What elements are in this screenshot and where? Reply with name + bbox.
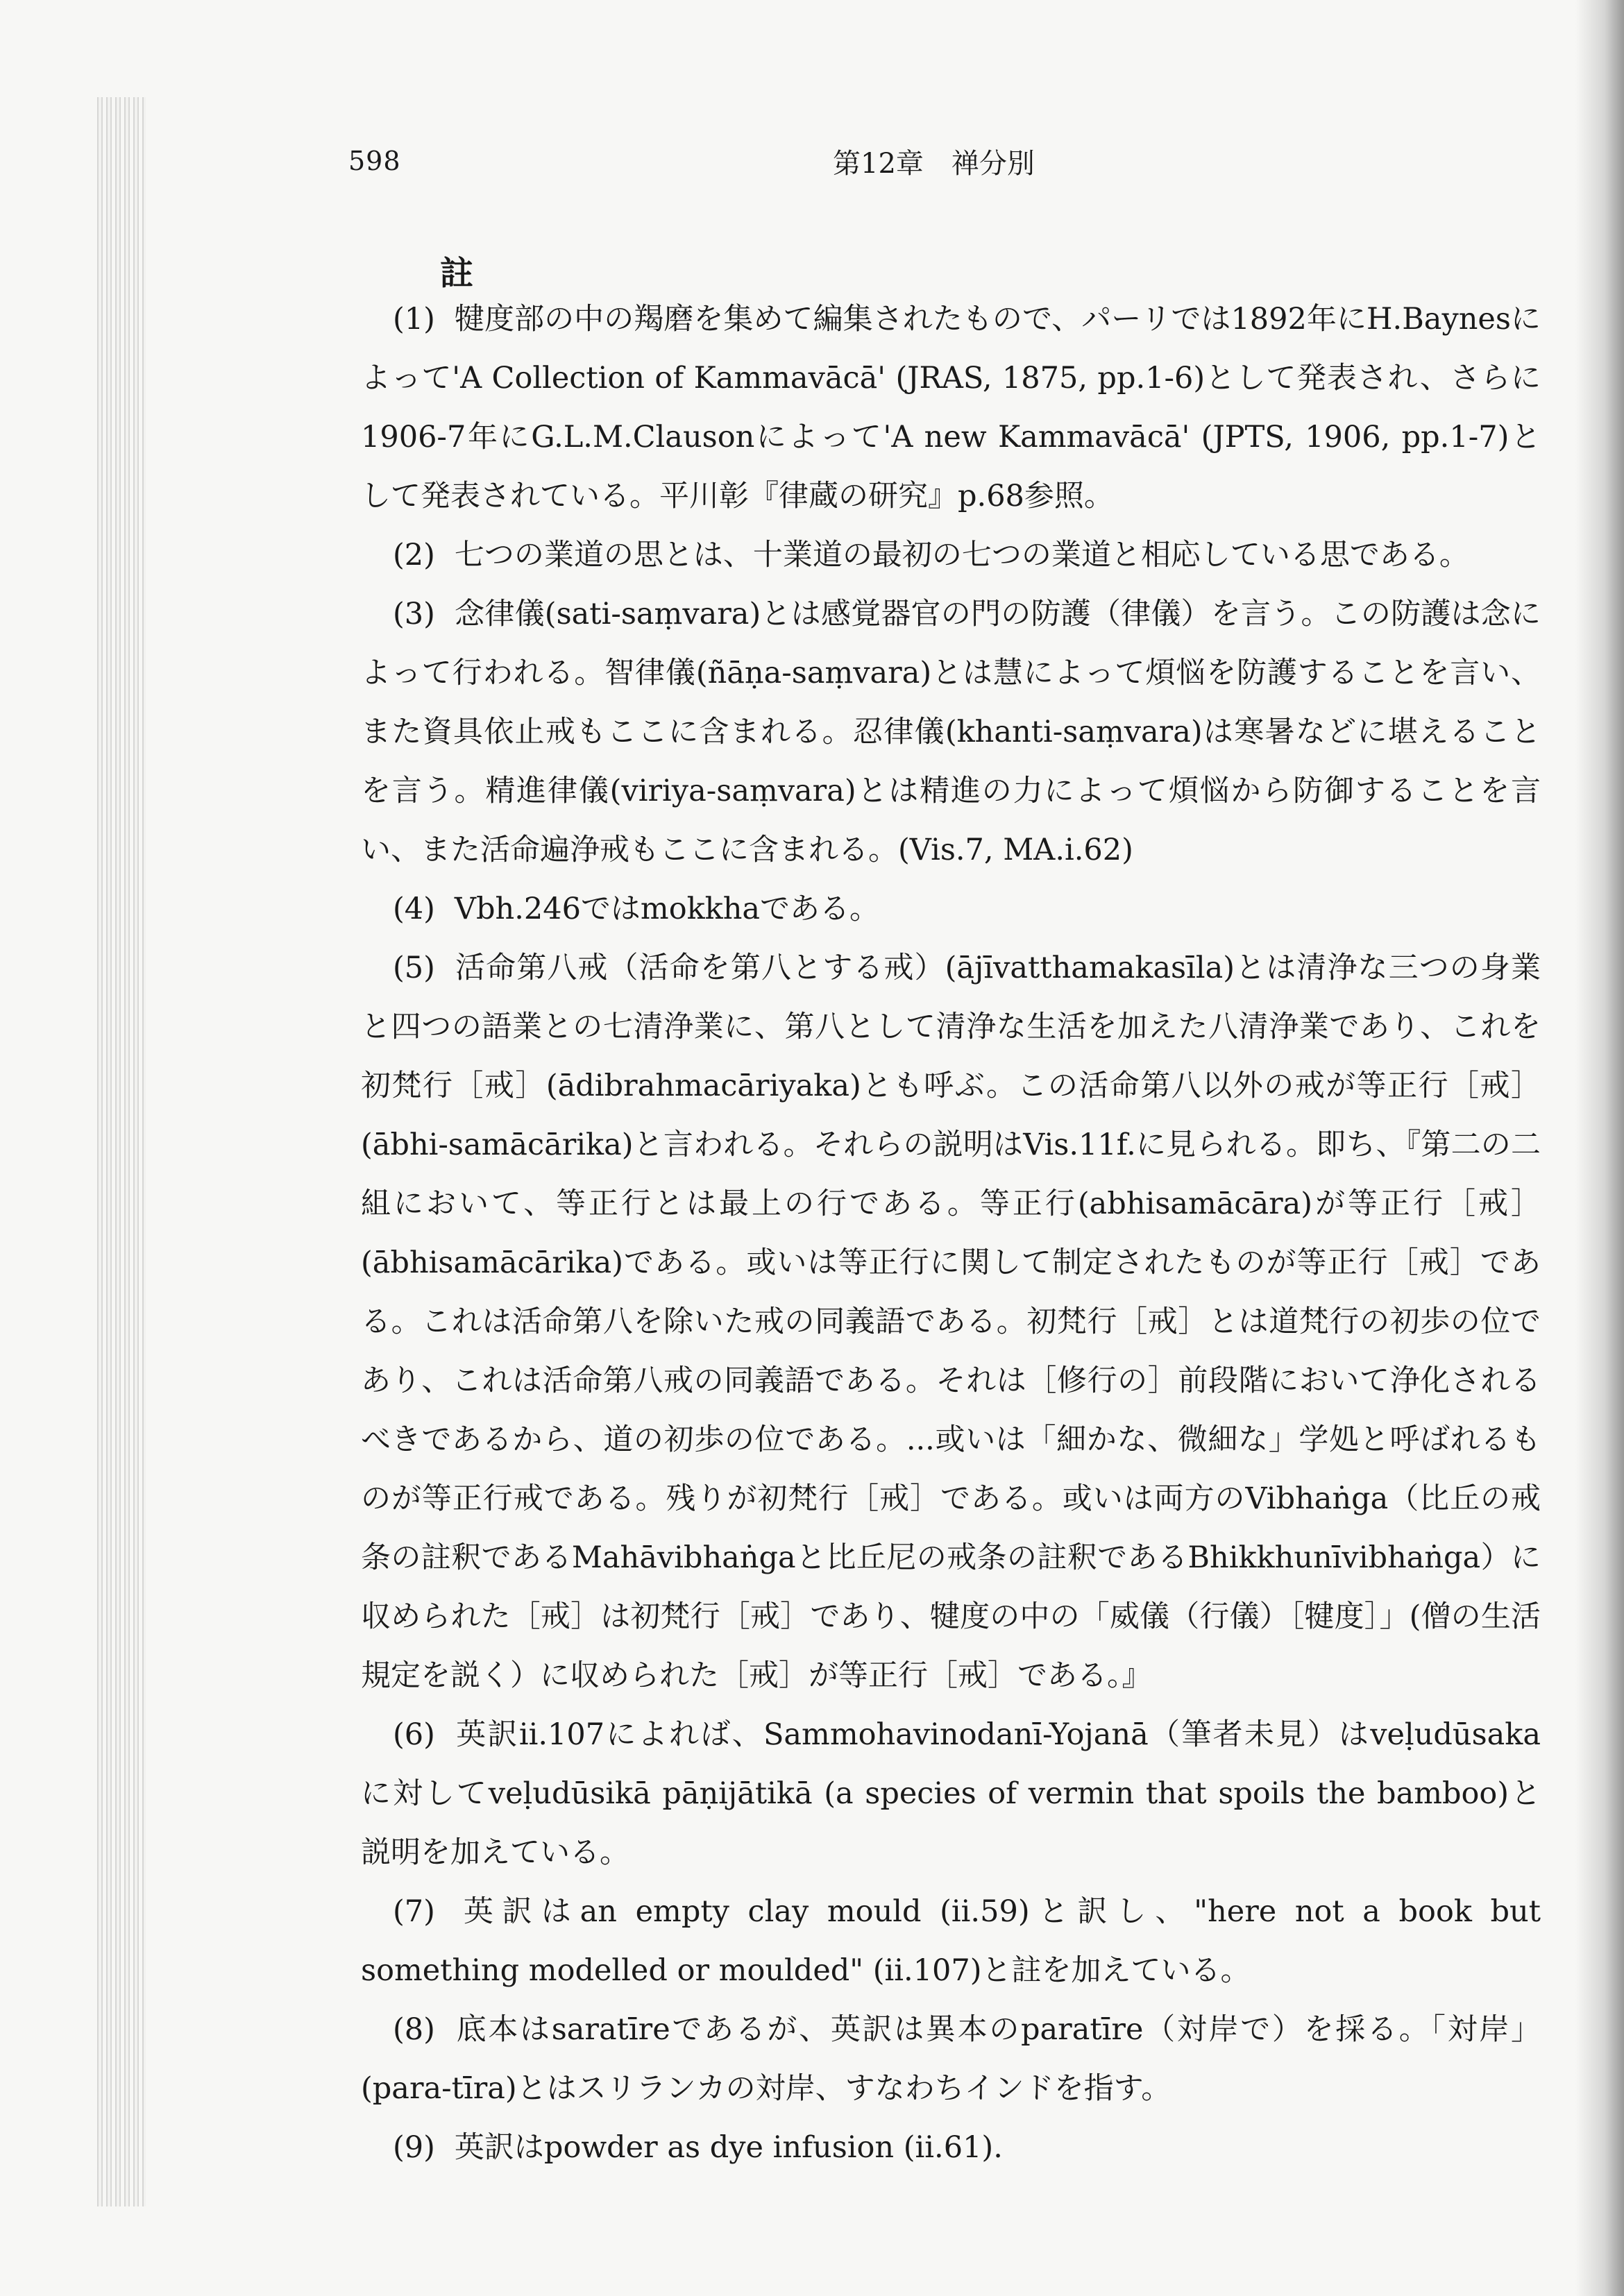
- notes-list: [361, 290, 1541, 2177]
- note-7: [361, 1882, 1541, 2000]
- note-text: 英訳はpowder as dye infusion (ii.61).: [454, 2130, 1003, 2165]
- note-1: [361, 290, 1541, 526]
- chapter-title: 第12章 禅分別: [833, 148, 1035, 180]
- page-number: 598: [348, 146, 401, 176]
- note-text: 犍度部の中の羯磨を集めて編集されたもので、パーリでは1892年にH.Baynesによって'A Collection of Kammavācā' (JRAS, 1875, pp.1-6)として発表され、さらに 1906-7年にG.L.M.Clausonによって'A new Kammavācā' (JPTS, 1906, pp.1-7)として発表されている。平川彰『律蔵の研究』p.68参照。: [361, 302, 1541, 513]
- scan-edge-right: [1575, 0, 1624, 2296]
- note-number: (8): [393, 2012, 435, 2047]
- note-text: 英訳ii.107によれば、Sammohavinodanī-Yojanā（筆者未見）はveḷudūsakaに対してveḷudūsikā pāṇijātikā (a species of vermin that spoils the bamboo)と説明を加えている。: [361, 1717, 1541, 1870]
- note-text: 英訳はan empty clay mould (ii.59)と訳し、"here not a book but something modelled or moulded" (ii.107)と註を加えている。: [361, 1894, 1541, 1988]
- note-number: (2): [393, 538, 435, 572]
- scan-edge-left: [97, 97, 146, 2206]
- note-number: (4): [393, 892, 435, 926]
- note-text: Vbh.246ではmokkhaである。: [454, 892, 880, 926]
- note-text: 七つの業道の思とは、十業道の最初の七つの業道と相応している思である。: [454, 538, 1469, 572]
- note-number: (1): [393, 302, 435, 337]
- note-number: (6): [393, 1717, 435, 1752]
- note-text: 活命第八戒（活命を第八とする戒）(ājīvatthamakasīla)とは清浄な三つの身業と四つの語業との七清浄業に、第八として清浄な生活を加えた八清浄業であり、これを初梵行［戒］(ādibrahmacāriyaka)とも呼ぶ。この活命第八以外の戒が等正行［戒］(ābhi-samācārika)と言われる。それらの説明はVis.11f.に見られる。即ち、『第二の二組において、等正行とは最上の行である。等正行(abhisamācāra)が等正行［戒］(ābhisamācārika)である。或いは等正行に関して制定されたものが等正行［戒］である。これは活命第八を除いた戒の同義語である。初梵行［戒］とは道梵行の初歩の位であり、これは活命第八戒の同義語である。それは［修行の］前段階において浄化されるべきであるから、道の初歩の位である。...或いは「細かな、微細な」学処と呼ばれるものが等正行戒である。残りが初梵行［戒］である。或いは両方のVibhaṅga（比丘の戒条の註釈であるMahāvibhaṅgaと比丘尼の戒条の註釈であるBhikkhunīvibhaṅga）に収められた［戒］は初梵行［戒］であり、犍度の中の「威儀（行儀）［犍度］」(僧の生活規定を説く）に収められた［戒］が等正行［戒］である。』: [361, 951, 1541, 1693]
- notes-heading: 註: [440, 254, 474, 293]
- note-4: [361, 880, 1541, 939]
- note-number: (7): [393, 1894, 435, 1929]
- note-8: [361, 2000, 1541, 2118]
- note-6: [361, 1706, 1541, 1882]
- note-text: 念律儀(sati-saṃvara)とは感覚器官の門の防護（律儀）を言う。この防護は念によって行われる。智律儀(ñāṇa-saṃvara)とは慧によって煩悩を防護することを言い、また資具依止戒もここに含まれる。忍律儀(khanti-saṃvara)は寒暑などに堪えることを言う。精進律儀(viriya-saṃvara)とは精進の力によって煩悩から防御することを言い、また活命遍浄戒もここに含まれる。(Vis.7, MA.i.62): [361, 597, 1541, 867]
- note-2: [361, 526, 1541, 585]
- note-9: [361, 2118, 1541, 2177]
- note-number: (9): [393, 2130, 435, 2165]
- note-3: [361, 585, 1541, 880]
- note-number: (3): [393, 597, 435, 631]
- note-text: 底本はsaratīreであるが、英訳は異本のparatīre（対岸で）を採る。「対岸」(para-tīra)とはスリランカの対岸、すなわちインドを指す。: [361, 2012, 1541, 2106]
- note-5: [361, 939, 1541, 1706]
- note-number: (5): [393, 951, 435, 985]
